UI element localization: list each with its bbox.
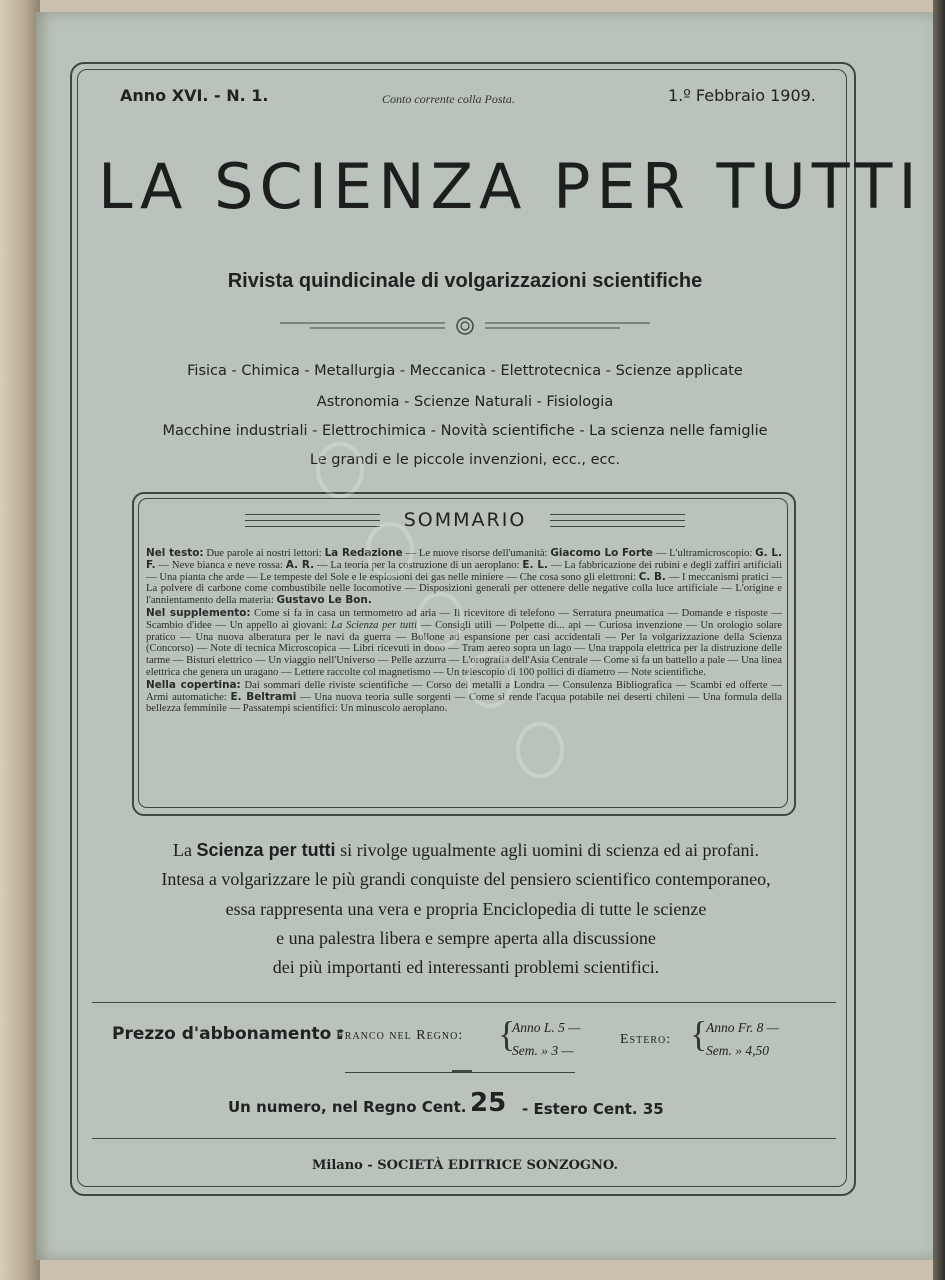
- sommario-rule: [245, 520, 380, 521]
- intro-line-2: Intesa a volgarizzare le più grandi conquiste del pensiero scientifico contemporaneo,: [161, 869, 771, 889]
- brace-icon: {: [498, 1014, 516, 1054]
- divider-ornament: [452, 1070, 472, 1073]
- single-issue-label: Un numero, nel Regno Cent.: [228, 1098, 467, 1116]
- copertina-part: Dai sommari delle riviste scientifiche — Corso dei metalli a Londra — Consulenza Bibliografica — Scambi ed offerte — Armi automatiche:: [146, 679, 782, 703]
- sommario-rule: [245, 526, 380, 527]
- sommario-copertina: [146, 680, 782, 715]
- sommario-title: SOMMARIO: [403, 509, 527, 531]
- copertina-label: Nella copertina:: [146, 678, 241, 691]
- postal-account-note: Conto corrente colla Posta.: [382, 92, 515, 106]
- testo-label: Nel testo:: [146, 547, 204, 559]
- sommario-rule: [550, 526, 685, 527]
- intro-line-4: e una palestra libera e sempre aperta alla discussione: [276, 928, 656, 948]
- sommario-contents: [146, 548, 782, 716]
- intro-text: si rivolge ugualmente agli uomini di scienza ed ai profani.: [340, 840, 759, 860]
- testo-author: C. B.: [638, 570, 666, 583]
- divider-rule: [92, 1002, 836, 1003]
- topics-line-2: Astronomia - Scienze Naturali - Fisiologia: [316, 394, 614, 410]
- testo-part: — Neve bianca e neve rossa:: [158, 559, 283, 571]
- estero-sem-price: Sem. » 4,50: [706, 1043, 769, 1058]
- publisher-line: Milano - SOCIETÀ EDITRICE SONZOGNO.: [312, 1158, 618, 1173]
- book-right-edge: [933, 0, 945, 1280]
- intro-magazine-name: Scienza per tutti: [196, 840, 336, 860]
- testo-author: E. L.: [522, 558, 548, 571]
- testo-author: A. R.: [285, 558, 315, 571]
- single-issue-estero: - Estero Cent. 35: [522, 1100, 664, 1118]
- sommario-rule: [550, 514, 685, 515]
- issue-date: 1.º Febbraio 1909.: [668, 86, 816, 105]
- testo-author: La Redazione: [324, 547, 403, 559]
- regno-label: Franco nel Regno:: [336, 1028, 464, 1043]
- brace-icon: {: [690, 1014, 708, 1054]
- topics-line-3: Macchine industriali - Elettrochimica - Novità scientifiche - La scienza nelle famiglie: [162, 423, 768, 439]
- testo-part: — L'ultramicroscopio:: [655, 548, 753, 559]
- divider-rule: [92, 1138, 836, 1139]
- testo-author: G. L. F.: [146, 547, 782, 571]
- issue-number: Anno XVI. - N. 1.: [120, 86, 269, 105]
- copertina-part: — Una nuova teoria sulle sorgenti — Come si rende l'acqua potabile nei deserti chileni — Una formula della bellezza femminile — Passatempi scientifici: Un minuscolo aeroplano.: [146, 691, 782, 715]
- ornament-divider-icon: [280, 316, 650, 336]
- supplemento-part: — Consigli utili — Polpette di... api — Curiosa invenzione — Un orologio solare pratico — Una nuova alberatura per le navi da guerra — Bollone ad espansione per casi accidentali — Per la volgarizzazione della Scienza (Concorso) — Note di tecnica Microscopica — Libri ricevuti in dono — Tram aereo sopra un lago — Una trappola elettrica per la distruzione delle tarme — Bisturi elettrico — Un viaggio nell'Universo — Pelle azzurra — L'orografia dell'Asia Centrale — Come si fa un battello a pale — Una linea elettrica che genera un uragano — Lettere raccolte col magnetismo — Un telescopio di 100 pollici di diametro — Note scientifiche.: [146, 619, 782, 678]
- intro-line-1: [86, 840, 846, 861]
- topics-line-4: Le grandi e le piccole invenzioni, ecc., ecc.: [309, 452, 621, 468]
- estero-anno-price: Anno Fr. 8 —: [706, 1020, 779, 1035]
- regno-sem-price: Sem. » 3 —: [512, 1043, 574, 1058]
- testo-part: — La teoria per la costruzione di un aeroplano:: [316, 559, 520, 571]
- magazine-title: LA SCIENZA PER TUTTI: [98, 150, 923, 223]
- intro-text: La: [173, 840, 193, 860]
- testo-part: — Le nuove risorse dell'umanità:: [405, 548, 548, 559]
- sommario-rule: [245, 514, 380, 515]
- estero-label: Estero:: [620, 1032, 672, 1047]
- testo-author: Giacomo Lo Forte: [550, 547, 653, 559]
- copertina-author: E. Beltrami: [230, 690, 297, 703]
- supplemento-label: Nel supplemento:: [146, 606, 251, 619]
- regno-anno-price: Anno L. 5 —: [512, 1020, 581, 1035]
- topics-line-1: Fisica - Chimica - Metallurgia - Meccanica - Elettrotecnica - Scienze applicate: [187, 363, 743, 379]
- magazine-subtitle: Rivista quindicinale di volgarizzazioni scientifiche: [227, 270, 703, 292]
- testo-part: Due parole ai nostri lettori:: [206, 548, 322, 559]
- intro-line-3: essa rappresenta una vera e propria Enciclopedia di tutte le scienze: [225, 899, 707, 919]
- sommario-supplemento: [146, 608, 782, 679]
- sommario-testo: [146, 548, 782, 607]
- testo-part: — I meccanismi pratici — La polvere di carbone come combustibile nelle locomotive — Disposizioni generali per ottenere delle negative colla luce artificiale — L'origine e l'annientamento della materia:: [146, 571, 782, 607]
- book-spine-edge: [0, 0, 40, 1280]
- intro-line-5: dei più importanti ed interessanti problemi scientifici.: [272, 957, 660, 977]
- testo-part: — La fabbricazione dei rubini e degli zaffiri artificiali — Una pianta che arde — Le tempeste del Sole e le esplosioni dei gas nelle miniere — Che cosa sono gli elettroni:: [146, 559, 783, 583]
- sommario-rule: [550, 520, 685, 521]
- testo-author: Gustavo Le Bon.: [276, 594, 372, 607]
- single-issue-price: 25: [470, 1088, 507, 1118]
- supplemento-italic: La Scienza per tutti: [331, 619, 418, 631]
- subscription-price-label: Prezzo d'abbonamento :: [112, 1024, 345, 1044]
- supplemento-part: Come si fa in casa un termometro ad aria — Il ricevitore di telefono — Serratura pneumatica — Domande e risposte — Scambio d'idee — Un appello ai giovani:: [146, 607, 782, 631]
